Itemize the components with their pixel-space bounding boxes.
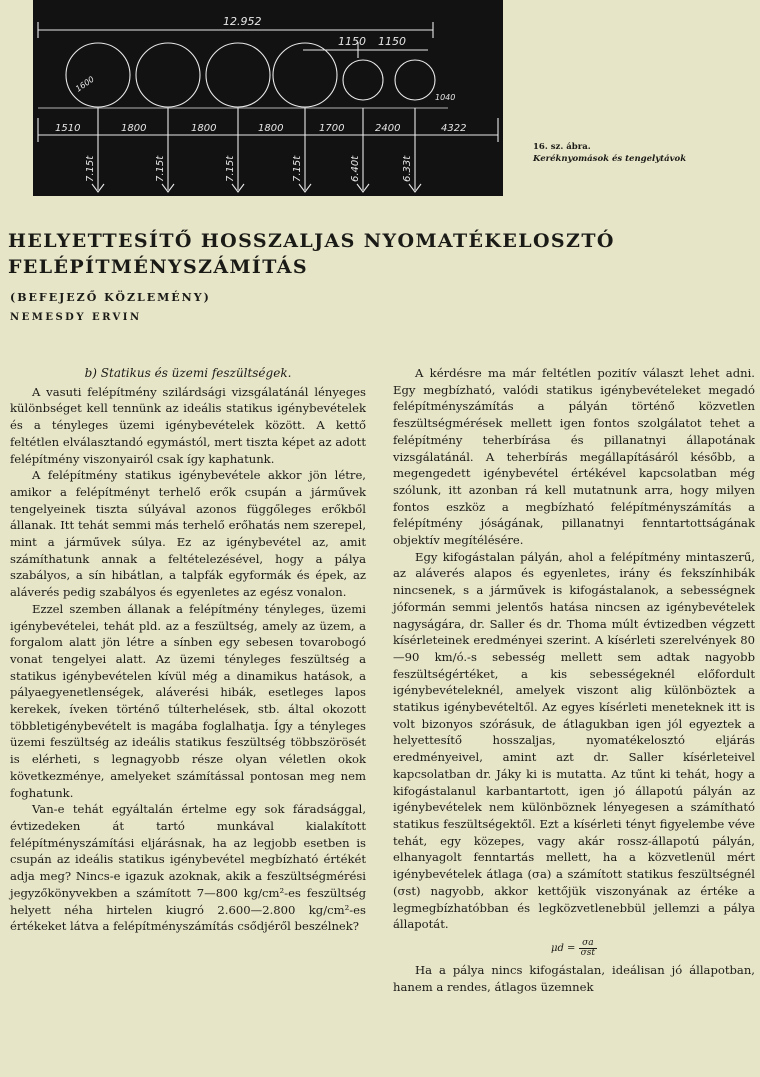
formula-numerator: σa [579,939,597,949]
wheel-diameter-large: 1600 [73,74,96,94]
left-column [10,365,366,935]
wheel-diameter-small: 1040 [435,93,456,102]
load-5: 6.40t [350,155,361,182]
total-length-label: 12.952 [223,15,262,28]
load-4: 7.15t [292,155,303,182]
paragraph: Ezzel szemben állanak a felépítmény tényleges, üzemi igénybevételei, tehát pld. az a feszültség, amely az üzem, a forgalom alatt jön létre a sínben egy sebesen tovarobogó vonat tengelyei alatt. Az üzemi tényleges feszültség a statikus igénybevételen kívül még a dinamikus hatások, a pályaegyenetlenségek, aláverési hibák, esetleges lapos kerekek, íveken történő túlterhelések, stb. által okozott többletigénybevételt is magába foglalhatja. Így a tényleges üzemi feszültség az ideális statikus feszültség többszörösét is elérheti, s legnagyobb része olyan véletlen okok következménye, amelyeket számítással pontosan meg nem foghatunk. [10,601,366,800]
right-column [393,365,755,995]
formula-lhs: μd = [550,942,576,954]
spacing-1: 1510 [55,123,81,134]
load-2: 7.15t [155,155,166,182]
paragraph: A kérdésre ma már feltétlen pozitív választ lehet adni. Egy megbízható, valódi statikus igénybevételeket megadó felépítményszámítás a pályán történő közvetlen feszültségmérések mellett igen fontos szolgálatot tehet a felépítmény teherbírása és pillanatnyi állapotának vizsgálatánál. A teherbírás megállapításáról később, a megengedett igénybevétel értékével kapcsolatban még szólunk, itt azonban rá kell mutatnunk arra, hogy milyen fontos eszköz a megbízható felépítményszámítás a felépítmény jóságának, pillanatnyi fenntartottságának objektív megítélésére. [393,366,755,548]
paragraph: Van-e tehát egyáltalán értelme egy sok fáradsággal, évtizedeken át tartó munkával kialakított felépítményszámítási eljárásnak, ha az legjobb esetben is csupán az ideális statikus igénybevétel megbízható értékét adja meg? Nincs-e igazuk azoknak, akik a feszültségmérési jegyzőkönyvekben a számított 7—800 kg/cm²-es feszültség helyett néha hirtelen kiugró 2.600—2.800 kg/cm²-es értékeket látva a felépítményszámítás csődjéről beszélnek? [10,802,366,934]
paragraph: Ha a pálya nincs kifogástalan, ideálisan jó állapotban, hanem a rendes, átlagos üzemnek [393,962,755,994]
formula [393,939,755,958]
spacing-top-1: 1150 [338,35,366,48]
load-1: 7.15t [85,155,96,182]
article-subtitle: (BEFEJEZŐ KÖZLEMÉNY) [10,291,211,304]
formula-denominator: σst [580,947,596,958]
article-title: HELYETTESÍTŐ HOSSZALJAS NYOMATÉKELOSZTÓ FELÉPÍTMÉNYSZÁMÍTÁS [8,230,615,278]
spacing-7: 4322 [441,123,467,134]
figure-caption-text: Keréknyomások és tengelytávok [533,154,687,164]
spacing-2: 1800 [121,123,147,134]
wheel-load-diagram [33,0,503,196]
spacing-4: 1800 [258,123,284,134]
article-author: NEMESDY ERVIN [10,312,142,323]
spacing-6: 2400 [375,123,401,134]
paragraph: A vasuti felépítmény szilárdsági vizsgálatánál lényeges különbséget kell tennünk az ideális statikus igénybevételek és a tényleges üzemi igénybevételek között. A kettő feltétlen elválasztandó egymástól, mert tiszta képet az adott felépítmény viszonyairól csak így kaphatunk. [10,384,366,466]
section-heading: b) Statikus és üzemi feszültségek. [84,366,292,380]
spacing-top-2: 1150 [378,35,406,48]
figure-number: 16. sz. ábra. [533,142,591,152]
spacing-3: 1800 [191,123,217,134]
formula-fraction [579,939,597,958]
spacing-5: 1700 [319,123,345,134]
paragraph: A felépítmény statikus igénybevétele akkor jön létre, amikor a felépítményt terhelő erők csupán a járművek tengelyeinek tiszta súlyával azonos függőleges erőkből állanak. Itt tehát semmi más terhelő erőhatás nem szerepel, mint a járművek súlya. Ez az igénybevétel az, amit számíthatunk annak a feltételezésével, hogy a pálya szabályos, a sín hibátlan, a talpfák egyformák és épek, az aláverés pedig szabályos és egyenletes az egész vonalon. [10,468,366,600]
figure-caption [533,141,733,165]
load-6: 6.33t [402,155,413,182]
load-3: 7.15t [225,155,236,182]
paragraph: Egy kifogástalan pályán, ahol a felépítmény mintaszerű, az aláverés alapos és egyenletes, irány és fekszínhibák nincsenek, s a járművek is kifogástalanok, a sebességnek jóformán semmi jelentős hatása nincsen az igénybevételek nagyságára, dr. Saller és dr. Thoma múlt évtizedben végzett kísérleteinek eredményei szerint. A kísérleti szerelvények 80—90 km/ó.-s sebesség mellett sem adtak nagyobb feszültségértéket, a kis sebességeknél előfordult igénybevételeknél, amelyek viszont alig különböztek a statikus igénybevételtől. Az egyes kísérleti meneteknek itt is volt bizonyos szórásuk, de átlagukban igen jól egyeztek a helyettesítő hosszaljas, nyomatékelosztó eljárás eredményeivel, amint azt dr. Saller kísérleteivel kapcsolatban dr. Jáky ki is mutatta. Az tűnt ki tehát, hogy a kifogástalanul karbantartott, igen jó állapotú pályán az igénybevételek nem különböznek lényegesen a számítható statikus feszültségektől. Ezt a kísérleti tényt figyelembe véve tehát, egy közepes, vagy akár rossz-állapotú pályán, elhanyagolt fenntartás mellett, ha a közvetlenül mért igénybevételek átlaga (σa) a számított statikus feszültségnél (σst) nagyobb, akkor kettőjük viszonyának az értéke a legmegbízhatóbban és legközvetlenebbül jellemzi a pálya állapotát. [393,549,755,932]
